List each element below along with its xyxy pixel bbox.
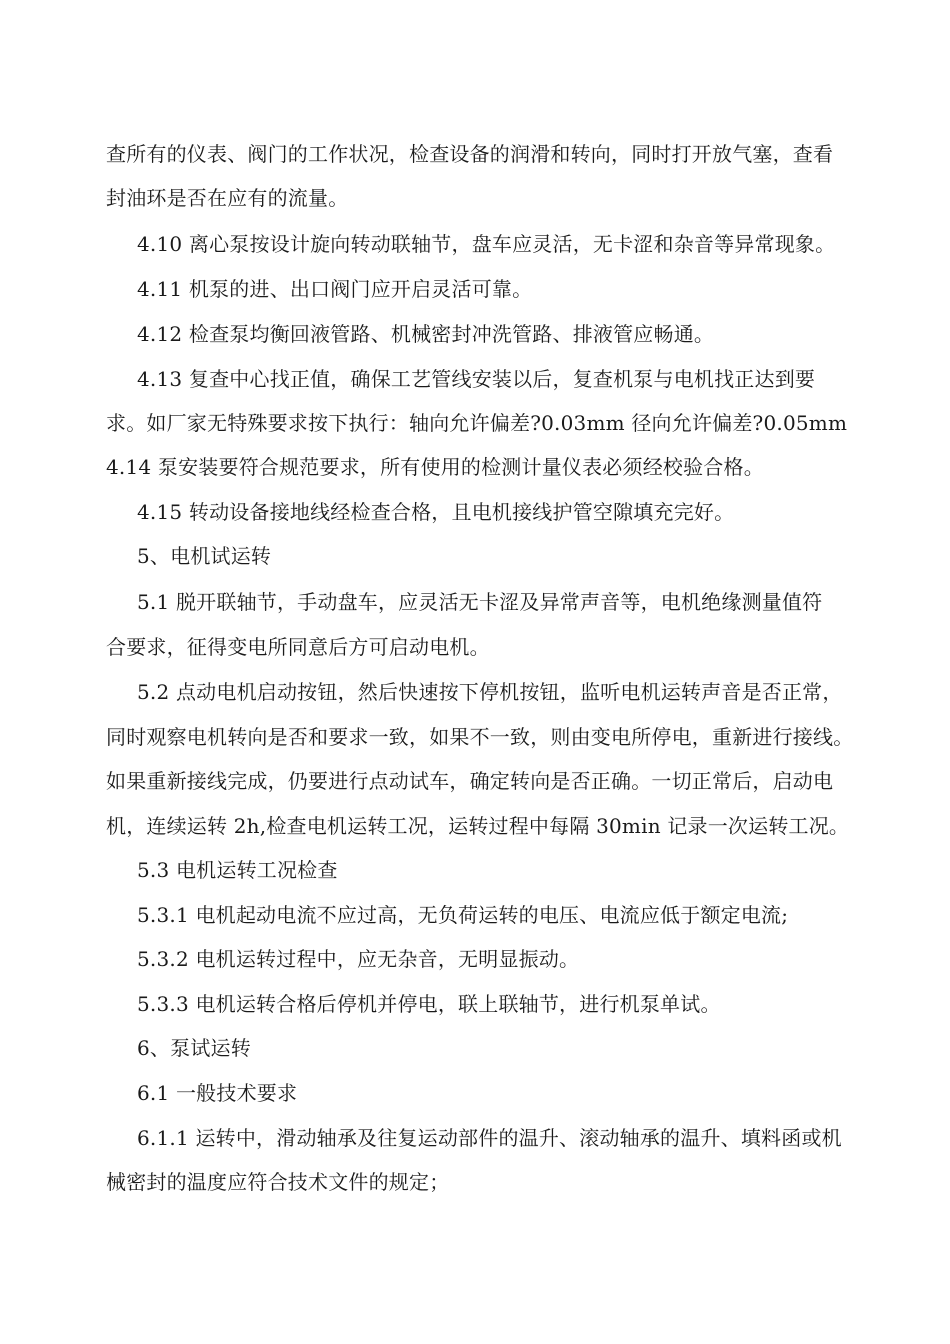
text-line: 合要求，征得变电所同意后方可启动电机。: [106, 635, 490, 659]
text-line: 机，连续运转 2h,检查电机运转工况，运转过程中每隔 30min 记录一次运转工况。: [106, 814, 850, 838]
text-line: 5.2 点动电机启动按钮，然后快速按下停机按钮，监听电机运转声音是否正常，: [137, 680, 843, 704]
text-line: 查所有的仪表、阀门的工作状况，检查设备的润滑和转向，同时打开放气塞，查看: [106, 142, 834, 166]
section-heading: 6、泵试运转: [137, 1036, 251, 1060]
text-line: 如果重新接线完成，仍要进行点动试车，确定转向是否正确。一切正常后，启动电: [106, 769, 834, 793]
text-line: 4.13 复查中心找正值，确保工艺管线安装以后，复查机泵与电机找正达到要: [137, 367, 816, 391]
text-line: 5.3.1 电机起动电流不应过高，无负荷运转的电压、电流应低于额定电流;: [137, 903, 789, 927]
text-line: 5.3.3 电机运转合格后停机并停电，联上联轴节，进行机泵单试。: [137, 992, 721, 1016]
text-line: 封油环是否在应有的流量。: [106, 186, 349, 210]
text-line: 4.14 泵安装要符合规范要求，所有使用的检测计量仪表必须经校验合格。: [106, 455, 764, 479]
text-line: 同时观察电机转向是否和要求一致，如果不一致，则由变电所停电，重新进行接线。: [106, 725, 854, 749]
text-line: 5.3.2 电机运转过程中，应无杂音，无明显振动。: [137, 947, 580, 971]
text-line: 5.1 脱开联轴节，手动盘车，应灵活无卡涩及异常声音等，电机绝缘测量值符: [137, 590, 823, 614]
subsection-heading: 5.3 电机运转工况检查: [137, 858, 338, 882]
text-line: 械密封的温度应符合技术文件的规定；: [106, 1170, 450, 1194]
text-line: 4.10 离心泵按设计旋向转动联轴节，盘车应灵活，无卡涩和杂音等异常现象。: [137, 232, 836, 256]
text-line: 4.11 机泵的进、出口阀门应开启灵活可靠。: [137, 277, 533, 301]
subsection-heading: 6.1 一般技术要求: [137, 1081, 298, 1105]
text-line: 4.12 检查泵均衡回液管路、机械密封冲洗管路、排液管应畅通。: [137, 322, 715, 346]
section-heading: 5、电机试运转: [137, 544, 272, 568]
text-line: 4.15 转动设备接地线经检查合格，且电机接线护管空隙填充完好。: [137, 500, 735, 524]
text-line: 6.1.1 运转中，滑动轴承及往复运动部件的温升、滚动轴承的温升、填料函或机: [137, 1126, 842, 1150]
text-line: 求。如厂家无特殊要求按下执行：轴向允许偏差?0.03mm 径向允许偏差?0.05mm: [106, 411, 848, 435]
